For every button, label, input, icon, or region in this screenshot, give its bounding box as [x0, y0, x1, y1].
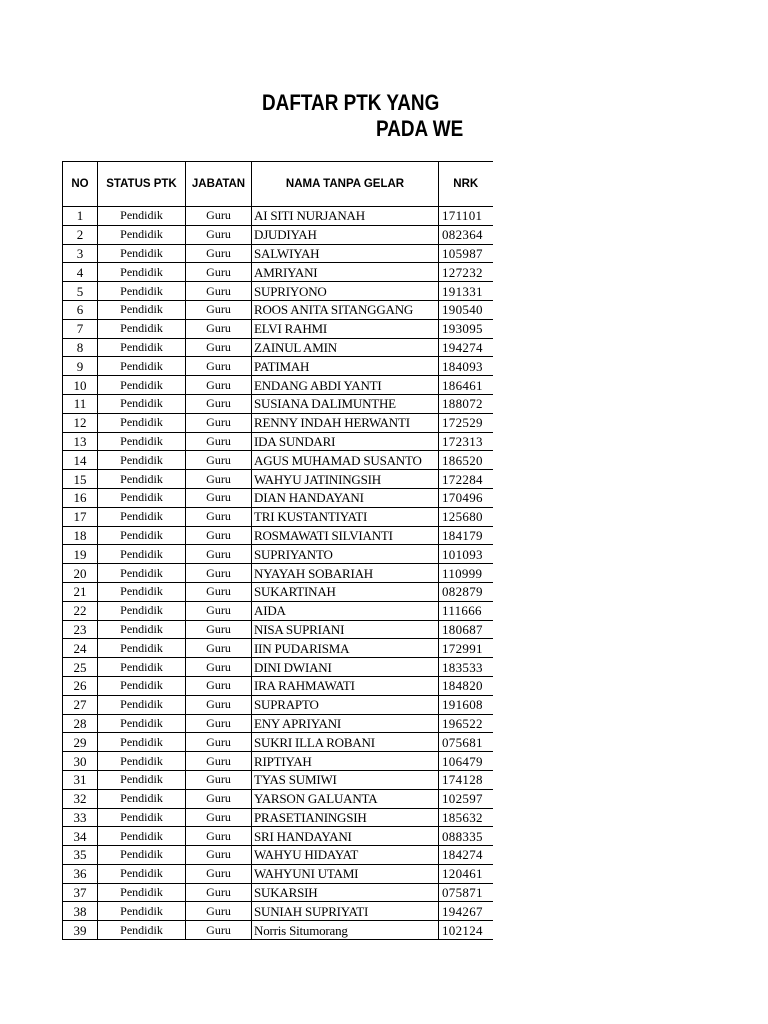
table-row: [63, 789, 493, 808]
cell-nrk: 191331: [439, 282, 493, 301]
cell-no: 11: [63, 394, 98, 413]
cell-status-ptk: Pendidik: [98, 827, 186, 846]
cell-no: 26: [63, 676, 98, 695]
cell-no: 13: [63, 432, 98, 451]
cell-no: 23: [63, 620, 98, 639]
cell-jabatan: Guru: [186, 282, 252, 301]
cell-status-ptk: Pendidik: [98, 470, 186, 489]
cell-nama: AIDA: [252, 601, 439, 620]
table-row: [63, 883, 493, 902]
cell-jabatan: Guru: [186, 207, 252, 226]
cell-status-ptk: Pendidik: [98, 263, 186, 282]
table-row: [63, 545, 493, 564]
cell-no: 10: [63, 376, 98, 395]
cell-no: 22: [63, 601, 98, 620]
cell-jabatan: Guru: [186, 883, 252, 902]
cell-nama: SUSIANA DALIMUNTHE: [252, 394, 439, 413]
cell-status-ptk: Pendidik: [98, 432, 186, 451]
cell-status-ptk: Pendidik: [98, 225, 186, 244]
cell-nama: DJUDIYAH: [252, 225, 439, 244]
cell-jabatan: Guru: [186, 488, 252, 507]
header-nrk: NRK: [439, 162, 493, 207]
cell-no: 12: [63, 413, 98, 432]
cell-status-ptk: Pendidik: [98, 376, 186, 395]
cell-jabatan: Guru: [186, 921, 252, 940]
cell-nama: SUPRIYANTO: [252, 545, 439, 564]
cell-nama: ZAINUL AMIN: [252, 338, 439, 357]
table-row: [63, 338, 493, 357]
cell-nama: SUPRAPTO: [252, 695, 439, 714]
table-row: [63, 695, 493, 714]
cell-status-ptk: Pendidik: [98, 733, 186, 752]
page-crop-mask: [492, 80, 768, 150]
cell-status-ptk: Pendidik: [98, 394, 186, 413]
cell-status-ptk: Pendidik: [98, 526, 186, 545]
cell-nrk: 171101: [439, 207, 493, 226]
cell-no: 16: [63, 488, 98, 507]
table-row: [63, 582, 493, 601]
cell-jabatan: Guru: [186, 394, 252, 413]
header-nama: NAMA TANPA GELAR: [252, 162, 439, 207]
table-row: [63, 488, 493, 507]
cell-jabatan: Guru: [186, 432, 252, 451]
cell-nrk: 075871: [439, 883, 493, 902]
cell-jabatan: Guru: [186, 413, 252, 432]
cell-nrk: 125680: [439, 507, 493, 526]
cell-nama: ROOS ANITA SITANGGANG: [252, 300, 439, 319]
cell-nama: RIPTIYAH: [252, 752, 439, 771]
cell-no: 20: [63, 564, 98, 583]
cell-no: 38: [63, 902, 98, 921]
cell-nrk: 184820: [439, 676, 493, 695]
cell-nama: SUKARTINAH: [252, 582, 439, 601]
table-row: [63, 676, 493, 695]
cell-nama: AGUS MUHAMAD SUSANTO: [252, 451, 439, 470]
table-body: [63, 207, 493, 940]
cell-status-ptk: Pendidik: [98, 846, 186, 865]
cell-jabatan: Guru: [186, 714, 252, 733]
cell-nrk: 188072: [439, 394, 493, 413]
cell-no: 39: [63, 921, 98, 940]
cell-status-ptk: Pendidik: [98, 921, 186, 940]
cell-jabatan: Guru: [186, 545, 252, 564]
cell-nrk: 172991: [439, 639, 493, 658]
cell-jabatan: Guru: [186, 376, 252, 395]
table-row: [63, 733, 493, 752]
table-row: [63, 282, 493, 301]
cell-nama: IDA SUNDARI: [252, 432, 439, 451]
cell-no: 33: [63, 808, 98, 827]
cell-jabatan: Guru: [186, 733, 252, 752]
cell-jabatan: Guru: [186, 676, 252, 695]
cell-status-ptk: Pendidik: [98, 451, 186, 470]
cell-nrk: 183533: [439, 658, 493, 677]
cell-no: 34: [63, 827, 98, 846]
header-no: NO: [63, 162, 98, 207]
cell-nrk: 186461: [439, 376, 493, 395]
cell-no: 36: [63, 864, 98, 883]
cell-status-ptk: Pendidik: [98, 639, 186, 658]
cell-status-ptk: Pendidik: [98, 883, 186, 902]
cell-no: 3: [63, 244, 98, 263]
table-row: [63, 601, 493, 620]
cell-status-ptk: Pendidik: [98, 714, 186, 733]
cell-nama: TRI KUSTANTIYATI: [252, 507, 439, 526]
cell-jabatan: Guru: [186, 300, 252, 319]
table-row: [63, 451, 493, 470]
header-status-ptk: STATUS PTK: [98, 162, 186, 207]
table-header-row: [63, 162, 493, 207]
table-row: [63, 470, 493, 489]
cell-nama: RENNY INDAH HERWANTI: [252, 413, 439, 432]
cell-nama: SUKARSIH: [252, 883, 439, 902]
cell-status-ptk: Pendidik: [98, 770, 186, 789]
table-row: [63, 526, 493, 545]
cell-nama: SUNIAH SUPRIYATI: [252, 902, 439, 921]
cell-jabatan: Guru: [186, 620, 252, 639]
cell-nama: WAHYU HIDAYAT: [252, 846, 439, 865]
cell-nrk: 184179: [439, 526, 493, 545]
cell-status-ptk: Pendidik: [98, 488, 186, 507]
cell-nrk: 172284: [439, 470, 493, 489]
cell-no: 35: [63, 846, 98, 865]
cell-nama: PATIMAH: [252, 357, 439, 376]
cell-nrk: 185632: [439, 808, 493, 827]
table-row: [63, 770, 493, 789]
cell-no: 4: [63, 263, 98, 282]
cell-no: 19: [63, 545, 98, 564]
cell-jabatan: Guru: [186, 526, 252, 545]
cell-nrk: 190540: [439, 300, 493, 319]
cell-nama: DINI DWIANI: [252, 658, 439, 677]
cell-nrk: 082879: [439, 582, 493, 601]
cell-nama: YARSON GALUANTA: [252, 789, 439, 808]
title-line-2: PADA WE: [376, 116, 464, 141]
cell-status-ptk: Pendidik: [98, 300, 186, 319]
cell-nama: NYAYAH SOBARIAH: [252, 564, 439, 583]
cell-no: 25: [63, 658, 98, 677]
cell-no: 29: [63, 733, 98, 752]
cell-jabatan: Guru: [186, 827, 252, 846]
cell-no: 14: [63, 451, 98, 470]
cell-nama: ENDANG ABDI YANTI: [252, 376, 439, 395]
cell-nrk: 172529: [439, 413, 493, 432]
cell-nrk: 180687: [439, 620, 493, 639]
cell-nrk: 088335: [439, 827, 493, 846]
cell-status-ptk: Pendidik: [98, 902, 186, 921]
cell-nrk: 184093: [439, 357, 493, 376]
cell-status-ptk: Pendidik: [98, 244, 186, 263]
cell-jabatan: Guru: [186, 564, 252, 583]
cell-nama: TYAS SUMIWI: [252, 770, 439, 789]
table-row: [63, 639, 493, 658]
cell-status-ptk: Pendidik: [98, 582, 186, 601]
table-row: [63, 658, 493, 677]
cell-jabatan: Guru: [186, 902, 252, 921]
cell-status-ptk: Pendidik: [98, 338, 186, 357]
cell-no: 9: [63, 357, 98, 376]
table-row: [63, 394, 493, 413]
cell-no: 24: [63, 639, 98, 658]
cell-jabatan: Guru: [186, 695, 252, 714]
cell-jabatan: Guru: [186, 582, 252, 601]
cell-status-ptk: Pendidik: [98, 789, 186, 808]
table-row: [63, 752, 493, 771]
cell-nrk: 075681: [439, 733, 493, 752]
cell-nrk: 184274: [439, 846, 493, 865]
cell-status-ptk: Pendidik: [98, 658, 186, 677]
cell-jabatan: Guru: [186, 225, 252, 244]
cell-nama: IRA RAHMAWATI: [252, 676, 439, 695]
table-row: [63, 808, 493, 827]
cell-nrk: 120461: [439, 864, 493, 883]
table-row: [63, 357, 493, 376]
cell-nama: SRI HANDAYANI: [252, 827, 439, 846]
table-row: [63, 846, 493, 865]
cell-nrk: 174128: [439, 770, 493, 789]
table-row: [63, 507, 493, 526]
cell-status-ptk: Pendidik: [98, 207, 186, 226]
table-row: [63, 263, 493, 282]
cell-status-ptk: Pendidik: [98, 507, 186, 526]
cell-jabatan: Guru: [186, 507, 252, 526]
cell-jabatan: Guru: [186, 357, 252, 376]
cell-jabatan: Guru: [186, 752, 252, 771]
cell-no: 5: [63, 282, 98, 301]
table-row: [63, 620, 493, 639]
cell-nrk: 105987: [439, 244, 493, 263]
cell-nrk: 193095: [439, 319, 493, 338]
cell-jabatan: Guru: [186, 846, 252, 865]
cell-jabatan: Guru: [186, 470, 252, 489]
cell-jabatan: Guru: [186, 244, 252, 263]
cell-jabatan: Guru: [186, 338, 252, 357]
cell-nama: SUPRIYONO: [252, 282, 439, 301]
cell-no: 15: [63, 470, 98, 489]
cell-no: 18: [63, 526, 98, 545]
cell-nrk: 110999: [439, 564, 493, 583]
cell-status-ptk: Pendidik: [98, 413, 186, 432]
cell-nrk: 082364: [439, 225, 493, 244]
cell-no: 30: [63, 752, 98, 771]
table-row: [63, 225, 493, 244]
cell-no: 37: [63, 883, 98, 902]
cell-status-ptk: Pendidik: [98, 752, 186, 771]
title-line-1: DAFTAR PTK YANG: [262, 90, 440, 115]
cell-jabatan: Guru: [186, 770, 252, 789]
cell-status-ptk: Pendidik: [98, 319, 186, 338]
cell-nama: NISA SUPRIANI: [252, 620, 439, 639]
table-row: [63, 300, 493, 319]
cell-nrk: 111666: [439, 601, 493, 620]
cell-nrk: 186520: [439, 451, 493, 470]
cell-nrk: 194274: [439, 338, 493, 357]
cell-nrk: 102597: [439, 789, 493, 808]
cell-no: 31: [63, 770, 98, 789]
table-row: [63, 413, 493, 432]
cell-nrk: 170496: [439, 488, 493, 507]
cell-status-ptk: Pendidik: [98, 545, 186, 564]
cell-no: 2: [63, 225, 98, 244]
cell-no: 1: [63, 207, 98, 226]
table-row: [63, 319, 493, 338]
table-row: [63, 902, 493, 921]
cell-status-ptk: Pendidik: [98, 282, 186, 301]
cell-status-ptk: Pendidik: [98, 357, 186, 376]
table-row: [63, 376, 493, 395]
table-row: [63, 244, 493, 263]
cell-status-ptk: Pendidik: [98, 695, 186, 714]
cell-nama: Norris Situmorang: [252, 921, 439, 940]
cell-status-ptk: Pendidik: [98, 601, 186, 620]
cell-nama: AI SITI NURJANAH: [252, 207, 439, 226]
cell-status-ptk: Pendidik: [98, 564, 186, 583]
cell-nrk: 101093: [439, 545, 493, 564]
cell-status-ptk: Pendidik: [98, 808, 186, 827]
cell-jabatan: Guru: [186, 658, 252, 677]
cell-jabatan: Guru: [186, 319, 252, 338]
cell-nrk: 196522: [439, 714, 493, 733]
cell-status-ptk: Pendidik: [98, 676, 186, 695]
cell-no: 7: [63, 319, 98, 338]
table-row: [63, 564, 493, 583]
cell-nrk: 191608: [439, 695, 493, 714]
table-row: [63, 864, 493, 883]
cell-jabatan: Guru: [186, 808, 252, 827]
cell-nama: WAHYU JATININGSIH: [252, 470, 439, 489]
cell-nama: ELVI RAHMI: [252, 319, 439, 338]
cell-nama: DIAN HANDAYANI: [252, 488, 439, 507]
cell-jabatan: Guru: [186, 451, 252, 470]
cell-no: 21: [63, 582, 98, 601]
table-row: [63, 921, 493, 940]
cell-no: 28: [63, 714, 98, 733]
cell-no: 32: [63, 789, 98, 808]
table-row: [63, 827, 493, 846]
cell-nrk: 127232: [439, 263, 493, 282]
cell-no: 27: [63, 695, 98, 714]
cell-nrk: 172313: [439, 432, 493, 451]
cell-jabatan: Guru: [186, 789, 252, 808]
cell-nama: WAHYUNI UTAMI: [252, 864, 439, 883]
cell-jabatan: Guru: [186, 639, 252, 658]
ptk-table: [62, 161, 493, 940]
cell-nama: IIN PUDARISMA: [252, 639, 439, 658]
cell-jabatan: Guru: [186, 601, 252, 620]
cell-nama: SUKRI ILLA ROBANI: [252, 733, 439, 752]
cell-nama: ENY APRIYANI: [252, 714, 439, 733]
cell-no: 17: [63, 507, 98, 526]
cell-status-ptk: Pendidik: [98, 620, 186, 639]
cell-nrk: 102124: [439, 921, 493, 940]
cell-nama: PRASETIANINGSIH: [252, 808, 439, 827]
cell-jabatan: Guru: [186, 864, 252, 883]
cell-nrk: 106479: [439, 752, 493, 771]
cell-nama: SALWIYAH: [252, 244, 439, 263]
cell-no: 8: [63, 338, 98, 357]
table-row: [63, 207, 493, 226]
cell-nama: AMRIYANI: [252, 263, 439, 282]
cell-nama: ROSMAWATI SILVIANTI: [252, 526, 439, 545]
table-row: [63, 432, 493, 451]
cell-status-ptk: Pendidik: [98, 864, 186, 883]
cell-jabatan: Guru: [186, 263, 252, 282]
cell-nrk: 194267: [439, 902, 493, 921]
header-jabatan: JABATAN: [186, 162, 252, 207]
table-row: [63, 714, 493, 733]
cell-no: 6: [63, 300, 98, 319]
